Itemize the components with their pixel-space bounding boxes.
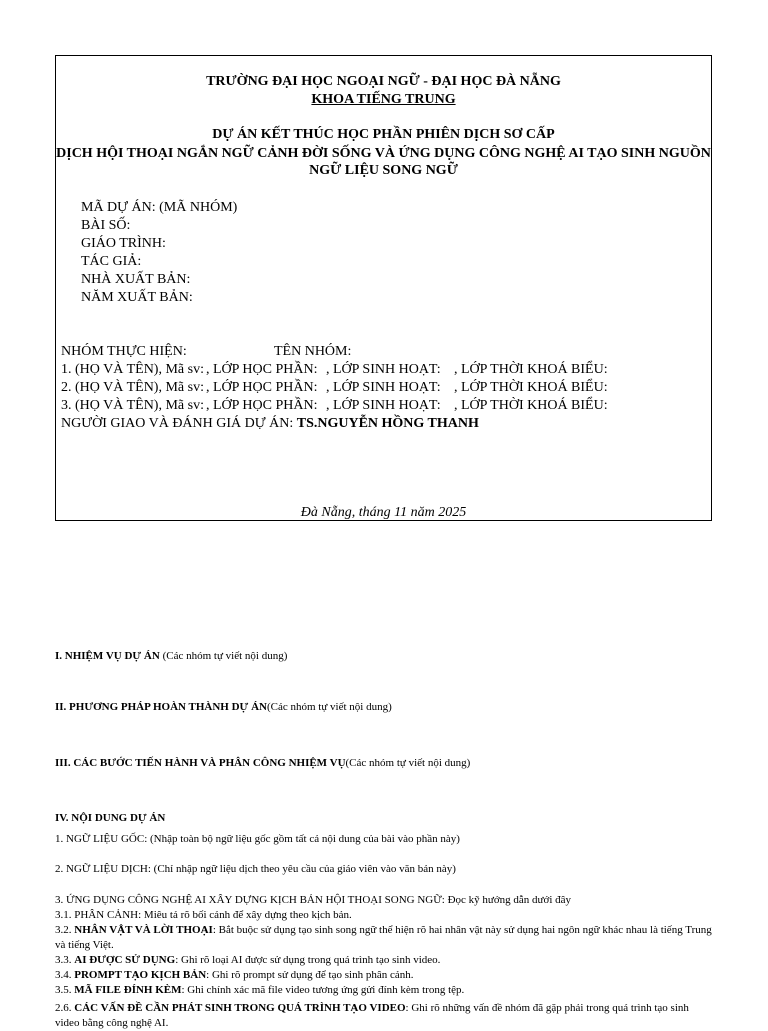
info-author: TÁC GIẢ:: [81, 254, 142, 269]
item-3-2-number: 3.2.: [55, 924, 75, 936]
item-3-2-title: NHÂN VẬT VÀ LỜI THOẠI: [74, 924, 213, 936]
section-2-note: (Các nhóm tự viết nội dung): [266, 701, 392, 713]
item-3-3-title: AI ĐƯỢC SỬ DỤNG: [74, 954, 176, 966]
evaluator-name: TS.NGUYỄN HỒNG THANH: [296, 416, 479, 431]
item-3-3-ai-used: [55, 953, 713, 968]
section-3-note: (Các nhóm tự viết nội dung): [345, 757, 471, 769]
section-4-title: IV. NỘI DUNG DỰ ÁN: [55, 812, 166, 824]
item-3-4-number: 3.4.: [55, 969, 75, 981]
item-2-translated-text: 2. NGỮ LIỆU DỊCH: (Chỉ nhập ngữ liệu dịch theo yêu cầu của giáo viên vào văn bản này): [55, 863, 456, 875]
item-3-2-text: : Bắt buộc sử dụng tạo sinh song ngữ thể hiện rõ hai nhân vật này sử dụng hai ngôn ngữ khác nhau là tiếng Trung và tiếng Việt.: [55, 924, 712, 951]
faculty-name-text: KHOA TIẾNG TRUNG: [311, 92, 456, 107]
evaluator-label: NGƯỜI GIAO VÀ ĐÁNH GIÁ DỰ ÁN:: [61, 416, 297, 431]
item-2-6-issues: [55, 1001, 713, 1031]
item-3-5-title: MÃ FILE ĐÍNH KÈM: [74, 984, 182, 996]
project-title-line-3: NGỮ LIỆU SONG NGỮ: [309, 163, 458, 178]
project-title-line-2: DỊCH HỘI THOẠI NGẮN NGỮ CẢNH ĐỜI SỐNG VÀ ỨNG DỤNG CÔNG NGHỆ AI TẠO SINH NGUỒN: [56, 146, 711, 161]
project-title-line-1: DỰ ÁN KẾT THÚC HỌC PHẦN PHIÊN DỊCH SƠ CẤP: [212, 127, 555, 142]
member-2-timetable-class: , LỚP THỜI KHOÁ BIỂU:: [454, 380, 608, 395]
member-3-timetable-class: , LỚP THỜI KHOÁ BIỂU:: [454, 398, 608, 413]
member-2-course-class: , LỚP HỌC PHẦN:: [206, 380, 318, 395]
section-3-title: III. CÁC BƯỚC TIẾN HÀNH VÀ PHÂN CÔNG NHIỆM VỤ: [55, 757, 346, 769]
group-name-label: TÊN NHÓM:: [274, 344, 352, 359]
section-2-title: II. PHƯƠNG PHÁP HOÀN THÀNH DỰ ÁN: [55, 701, 267, 713]
item-2-6-text: : Ghi rõ những vấn đề nhóm đã gặp phải trong quá trình tạo sinh video bằng công nghệ AI.: [55, 1002, 689, 1029]
section-2-heading: [55, 700, 713, 715]
item-2-6-number: 2.6.: [55, 1002, 75, 1014]
item-3-3-text: : Ghi rõ loại AI được sử dụng trong quá trình tạo sinh video.: [175, 954, 441, 966]
item-3-ai-application: 3. ỨNG DỤNG CÔNG NGHỆ AI XÂY DỰNG KỊCH BẢN HỘI THOẠI SONG NGỮ: Đọc kỹ hướng dẫn dưới đây: [55, 894, 572, 906]
member-1-name: 1. (HỌ VÀ TÊN), Mã sv:: [61, 362, 204, 377]
university-name: TRƯỜNG ĐẠI HỌC NGOẠI NGỮ - ĐẠI HỌC ĐÀ NẴNG: [206, 74, 561, 89]
member-1-timetable-class: , LỚP THỜI KHOÁ BIỂU:: [454, 362, 608, 377]
item-3-3-number: 3.3.: [55, 954, 75, 966]
faculty-name: [56, 91, 711, 109]
info-textbook: GIÁO TRÌNH:: [81, 236, 166, 251]
item-3-1-scene: 3.1. PHÂN CẢNH: Miêu tả rõ bối cảnh để xây dựng theo kịch bản.: [55, 909, 352, 921]
member-1-home-class: , LỚP SINH HOẠT:: [326, 362, 441, 377]
info-publish-year: NĂM XUẤT BẢN:: [81, 290, 193, 305]
item-3-5-file-code: [55, 983, 713, 998]
item-3-4-prompt: [55, 968, 713, 983]
cover-box: [55, 55, 712, 521]
section-1-note: (Các nhóm tự viết nội dung): [159, 650, 288, 662]
section-1-heading: [55, 649, 713, 664]
item-3-5-number: 3.5.: [55, 984, 75, 996]
item-2-6-title: CÁC VẤN ĐỀ CẦN PHÁT SINH TRONG QUÁ TRÌNH TẠO VIDEO: [74, 1002, 406, 1014]
section-3-heading: [55, 756, 713, 771]
member-2-home-class: , LỚP SINH HOẠT:: [326, 380, 441, 395]
item-1-source-text: 1. NGỮ LIỆU GỐC: (Nhập toàn bộ ngữ liệu gốc gồm tất cả nội dung của bài vào phần này): [55, 833, 460, 845]
item-3-2-characters: [55, 923, 713, 953]
group-label: NHÓM THỰC HIỆN:: [61, 344, 187, 359]
item-3-5-text: : Ghi chính xác mã file video tương ứng gửi đính kèm trong tệp.: [181, 984, 465, 996]
date-line: Đà Nẵng, tháng 11 năm 2025: [300, 505, 467, 520]
item-3-4-title: PROMPT TẠO KỊCH BẢN: [74, 969, 207, 981]
evaluator-line: [61, 415, 479, 433]
member-3-course-class: , LỚP HỌC PHẦN:: [206, 398, 318, 413]
info-publisher: NHÀ XUẤT BẢN:: [81, 272, 191, 287]
member-3-name: 3. (HỌ VÀ TÊN), Mã sv:: [61, 398, 204, 413]
member-3-home-class: , LỚP SINH HOẠT:: [326, 398, 441, 413]
member-2-name: 2. (HỌ VÀ TÊN), Mã sv:: [61, 380, 204, 395]
info-project-code: MÃ DỰ ÁN: (MÃ NHÓM): [81, 200, 238, 215]
member-1-course-class: , LỚP HỌC PHẦN:: [206, 362, 318, 377]
section-1-title: I. NHIỆM VỤ DỰ ÁN: [55, 650, 160, 662]
item-3-4-text: : Ghi rõ prompt sử dụng để tạo sinh phân cảnh.: [206, 969, 414, 981]
info-lesson-number: BÀI SỐ:: [81, 218, 131, 233]
